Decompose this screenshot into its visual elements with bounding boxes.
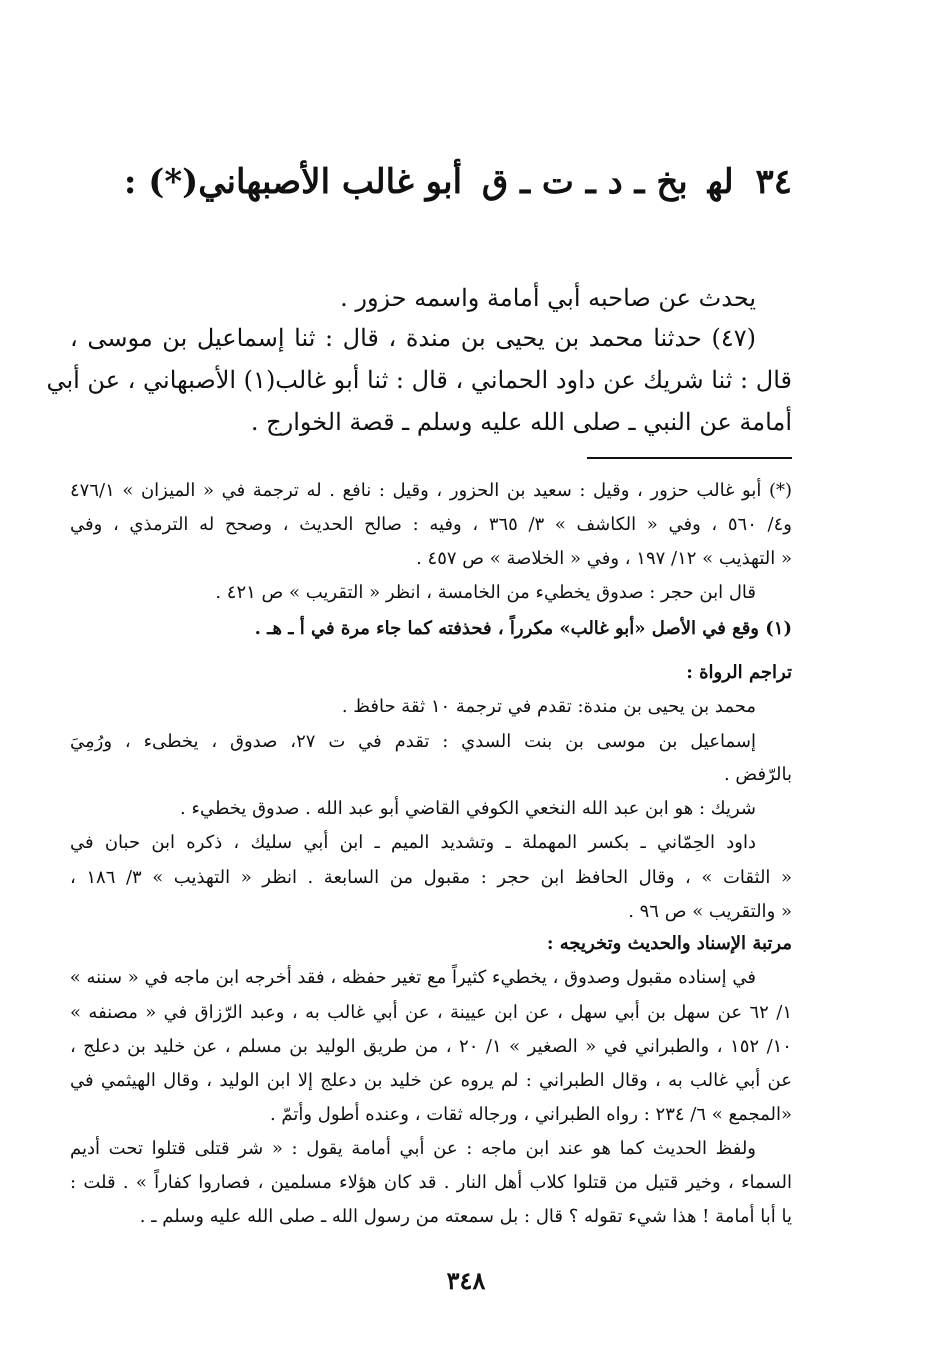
narrator-line: « الثقات » ، وقال الحافظ ابن حجر : مقبول من السابعة . انظر « التهذيب » ٣/ ١٨٦ ، [70, 867, 793, 888]
grading-line: ١/ ٦٢ عن سهل بن أبي سهل ، عن ابن عيينة ، عن أبي غالب به ، وعبد الرّزاق في « مصنفه » [70, 1002, 792, 1023]
page-number: ٣٤٨ [446, 1266, 486, 1295]
entry-glyph: ﻟﮭ [707, 162, 734, 202]
grading-line: السماء ، وخير قتيل من قتلوا كلاب أهل النار . قد كان هؤلاء مسلمين ، فصاروا كفاراً » . قلت : [70, 1172, 792, 1193]
narrators-heading: تراجم الرواة : [686, 662, 792, 683]
entry-title [123, 162, 792, 202]
footnote-line: و٤/ ٥٦٠ ، وفي « الكاشف » ٣/ ٣٦٥ ، وفيه : صالح الحديث ، وصحح له الترمذي ، وفي [70, 514, 792, 535]
narrator-line: « والتقريب » ص ٩٦ . [628, 901, 792, 922]
main-line: قال : ثنا شريك عن داود الحماني ، قال : ثنا أبو غالب(١) الأصبهاني ، عن أبي [46, 366, 792, 394]
entry-codes: بخ ـ د ـ ت ـ ق [481, 162, 688, 202]
entry-number: ٣٤ [755, 162, 792, 202]
narrator-line: إسماعيل بن موسى بن بنت السدي : تقدم في ت ٢٧، صدوق ، يخطىء ، ورُمِيَ [70, 731, 756, 752]
narrator-line: محمد بن يحيى بن مندة: تقدم في ترجمة ١٠ ثقة حافظ . [341, 696, 756, 717]
grading-line: يا أبا أمامة ! هذا شيء تقوله ؟ قال : بل سمعته من رسول الله ـ صلى الله عليه وسلم ـ . [139, 1206, 792, 1227]
narrator-line: شريك : هو ابن عبد الله النخعي الكوفي القاضي أبو عبد الله . صدوق يخطيء . [180, 798, 756, 819]
narrator-line: داود الحِمّاني ـ بكسر المهملة ـ وتشديد الميم ـ ابن أبي سليك ، ذكره ابن حبان في [70, 832, 756, 853]
narrator-line: بالرّفض . [723, 764, 792, 785]
footnote-line: (*) أبو غالب حزور ، وقيل : سعيد بن الحزور ، وقيل : نافع . له ترجمة في « الميزان » ٤٧٦/١ [70, 480, 792, 501]
grading-line: عن أبي غالب به ، وقال الطبراني : لم يروه عن خليد بن دعلج إلا ابن الوليد ، وقال الهيثمي في [70, 1070, 792, 1091]
grading-line: ولفظ الحديث كما هو عند ابن ماجه : عن أبي أمامة يقول : « شر قتلى قتلوا تحت أديم [70, 1138, 756, 1159]
footnote-divider [587, 457, 792, 459]
main-line: (٤٧) حدثنا محمد بن يحيى بن مندة ، قال : ثنا إسماعيل بن موسى ، [70, 324, 756, 352]
main-line: يحدث عن صاحبه أبي أمامة واسمه حزور . [340, 284, 756, 312]
footnote-line: « التهذيب » ١٢/ ١٩٧ ، وفي « الخلاصة » ص ٤٥٧ . [416, 548, 792, 569]
entry-name: أبو غالب الأصبهاني(*) : [123, 162, 463, 202]
footnote-line: قال ابن حجر : صدوق يخطيء من الخامسة ، انظر « التقريب » ص ٤٢١ . [215, 582, 756, 603]
grading-line: ١٠/ ١٥٢ ، والطبراني في « الصغير » ١/ ٢٠ ، من طريق الوليد بن مسلم ، عن خليد بن دعلج ، [70, 1036, 792, 1057]
grading-heading: مرتبة الإسناد والحديث وتخريجه : [546, 933, 792, 954]
grading-line: في إسناده مقبول وصدوق ، يخطيء كثيراً مع تغير حفظه ، فقد أخرجه ابن ماجه في « سننه » [69, 967, 756, 988]
main-line: أمامة عن النبي ـ صلى الله عليه وسلم ـ قصة الخوارج . [250, 408, 792, 436]
grading-line: «المجمع » ٦/ ٢٣٤ : رواه الطبراني ، ورجاله ثقات ، وعنده أطول وأتمّ . [269, 1104, 792, 1125]
footnote-line: (١) وقع في الأصل «أبو غالب» مكرراً ، فحذفته كما جاء مرة في أ ـ هـ . [254, 618, 792, 639]
